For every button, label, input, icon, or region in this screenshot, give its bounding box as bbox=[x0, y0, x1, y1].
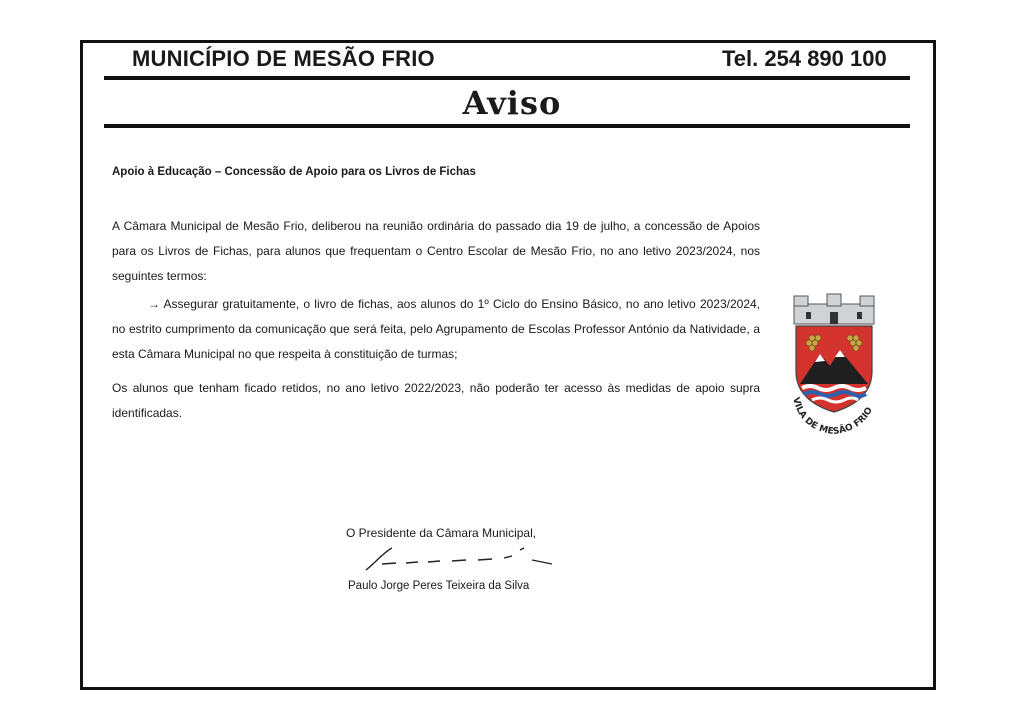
notice-paragraph-1: A Câmara Municipal de Mesão Frio, deliberou na reunião ordinária do passado dia 19 de julho, a concessão de Apoios para os Livros de Fichas, para alunos que frequentam o Centro Escolar de Mesão Frio, no ano letivo 2023/2024, nos seguintes termos: bbox=[112, 219, 760, 283]
header-rule-top bbox=[104, 76, 910, 80]
municipality-name: MUNICÍPIO DE MESÃO FRIO bbox=[132, 46, 435, 71]
handwritten-signature bbox=[362, 540, 562, 576]
notice-paragraph-3: Os alunos que tenham ficado retidos, no ano letivo 2022/2023, não poderão ter acesso às medidas de apoio supra identificadas. bbox=[112, 381, 760, 420]
signatory-title: O Presidente da Câmara Municipal, bbox=[346, 526, 537, 540]
crest-motto: VILA DE MESÃO FRIO bbox=[790, 396, 875, 438]
notice-title: Aviso bbox=[462, 84, 562, 122]
notice-paragraph-2: → Assegurar gratuitamente, o livro de fichas, aos alunos do 1º Ciclo do Ensino Básico, no ano letivo 2023/2024, no estrito cumprimento da comunicação que será feita, pelo Agrupamento de Escolas Professor António da Natividade, a esta Câmara Municipal no que respeita à constituição de turmas; bbox=[112, 297, 760, 361]
mural-crown bbox=[794, 294, 874, 324]
notice-subject: Apoio à Educação – Concessão de Apoio para os Livros de Fichas bbox=[112, 166, 476, 178]
phone-number: Tel. 254 890 100 bbox=[722, 46, 887, 71]
municipal-coat-of-arms bbox=[782, 290, 886, 440]
signatory-name: Paulo Jorge Peres Teixeira da Silva bbox=[348, 580, 530, 592]
header-rule-bottom bbox=[104, 124, 910, 128]
